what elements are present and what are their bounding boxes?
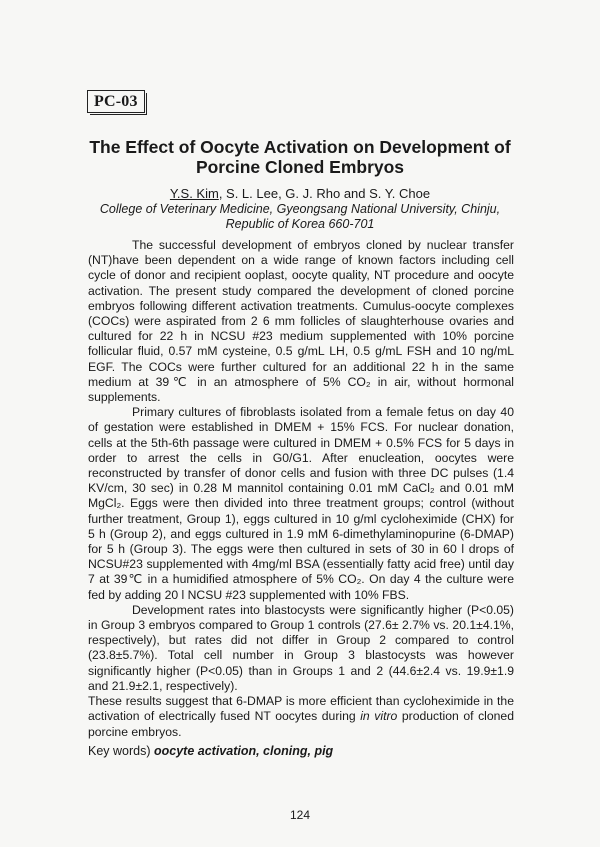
author-list [60,186,540,202]
paragraph-intro: The successful development of embryos cloned by nuclear transfer (NT)have been dependent on a wide range of known factors including cell cycle of donor and recipient ooplast, oocyte quality, NT procedure and oocyte activation. The present study compared the development of cloned porcine embryos following different activation treatments. Cumulus-oocyte complexes (COCs) were aspirated from 2 6 mm follicles of slaughterhouse ovaries and cultured for 22 h in NCSU #23 medium supplemented with 10% porcine follicular fluid, 0.57 mM cysteine, 0.5 g/mL LH, 0.5 g/mL FSH and 10 ng/mL EGF. The COCs were further cultured for an additional 22 h in the same medium at 39℃ in an atmosphere of 5% CO₂ in air, without hormonal supplements. [88,238,514,405]
conclusion-italic: in vitro [360,709,398,724]
affiliation-line-1: College of Veterinary Medicine, Gyeongsang National University, Chinju, [99,202,501,216]
paragraph-methods: Primary cultures of fibroblasts isolated from a female fetus on day 40 of gestation were established in DMEM + 15% FCS. For nuclear donation, cells at the 5th-6th passage were cultured in DMEM + 0.5% FCS for 5 days in order to arrest the cells in G0/G1. After enucleation, oocytes were reconstructed by transfer of donor cells and fusion with three DC pulses (1.4 KV/cm, 30 sec) in 0.28 M mannitol containing 0.01 mM CaCl₂ and 0.01 mM MgCl₂. Eggs were then divided into three treatment groups; control (without further treatment, Group 1), eggs cultured in 10 g/ml cycloheximide (CHX) for 5 h (Group 2), and eggs cultured in 1.9 mM 6-dimethylaminopurine (6-DMAP) for 5 h (Group 3). The eggs were then cultured in sets of 30 in 60 l drops of NCSU#23 supplemented with 4mg/ml BSA (essentially fatty acid free) until day 7 at 39℃ in a humidified atmosphere of 5% CO₂. On day 4 the culture were fed by adding 20 l NCSU #23 supplemented with 10% FBS. [88,405,514,602]
presenting-author: Y.S. Kim [169,186,219,201]
affiliation-line-2: Republic of Korea 660-701 [225,217,375,231]
abstract-body [88,238,514,740]
conclusion-text-b: production of cloned porcine embryos. [88,709,514,739]
co-authors: , S. L. Lee, G. J. Rho and S. Y. Choe [218,186,431,201]
page-number: 124 [289,808,311,822]
keywords-line [88,744,333,758]
title-line-2: Porcine Cloned Embryos [195,157,405,177]
affiliation [70,202,530,232]
paragraph-results: Development rates into blastocysts were significantly higher (P<0.05) in Group 3 embryos compared to Group 1 controls (27.6± 2.7% vs. 20.1±4.1%, respectively), but rates did not differ in Group 2 compared to control (23.8±5.7%). Total cell number in Group 3 blastocysts was however significantly higher (P<0.05) than in Groups 1 and 2 (44.6±2.4 vs. 19.9±1.9 and 21.9±2.1, respectively). [88,602,514,693]
paragraph-conclusion [88,694,514,740]
conclusion-text-a: These results suggest that 6-DMAP is more efficient than cycloheximide in the activation of electrically fused NT oocytes during [88,694,514,724]
abstract-code: PC-03 [87,90,145,113]
paper-title [60,137,540,177]
keywords-label: Key words) [88,744,154,758]
keywords-list: oocyte activation, cloning, pig [154,744,334,758]
title-line-1: The Effect of Oocyte Activation on Development of [89,137,511,157]
